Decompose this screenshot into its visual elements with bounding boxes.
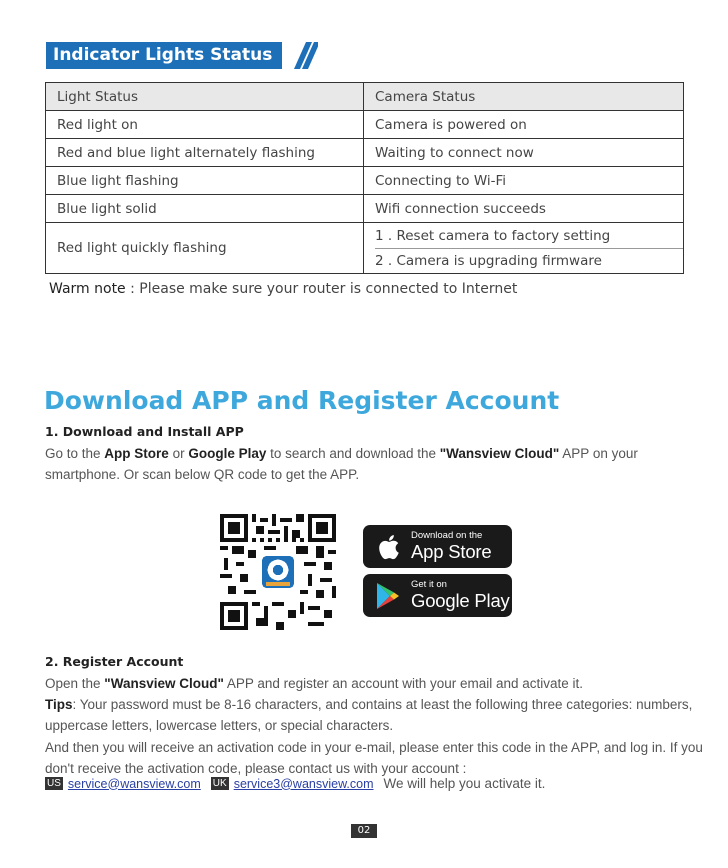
- apple-badge-big: App Store: [411, 540, 492, 562]
- google-play-text: Google Play: [188, 446, 267, 461]
- header-light-status: Light Status: [46, 83, 364, 111]
- section-header: [46, 42, 318, 69]
- table-row: [46, 195, 684, 223]
- text-run: or: [168, 446, 189, 461]
- step2-paragraph: [45, 673, 705, 736]
- camera-cell: Connecting to Wi-Fi: [364, 167, 684, 195]
- light-cell: Red light on: [46, 111, 364, 139]
- table-row: [46, 167, 684, 195]
- camera-line: 2 . Camera is upgrading firmware: [375, 252, 602, 269]
- google-badge-small: Get it on: [411, 578, 447, 590]
- warm-note-label: Warm note: [49, 281, 126, 297]
- step1-paragraph: [45, 443, 695, 485]
- table-row: [46, 111, 684, 139]
- light-cell: Red and blue light alternately flashing: [46, 139, 364, 167]
- camera-cell: Waiting to connect now: [364, 139, 684, 167]
- section-title: Indicator Lights Status: [46, 42, 282, 69]
- text-run: APP and register an account with your email and activate it.: [223, 676, 584, 691]
- app-name-text: "Wansview Cloud": [439, 446, 560, 461]
- contact-line: [45, 776, 545, 791]
- table-header-row: [46, 83, 684, 111]
- step2-title: 2. Register Account: [45, 654, 184, 669]
- us-email-link[interactable]: service@wansview.com: [67, 776, 201, 791]
- uk-flag-badge: UK: [212, 778, 227, 789]
- table-row: [46, 139, 684, 167]
- indicator-table: [45, 82, 684, 274]
- camera-cell: Camera is powered on: [364, 111, 684, 139]
- app-name-text: "Wansview Cloud": [104, 676, 224, 691]
- app-store-text: App Store: [104, 446, 169, 461]
- text-run: APP on your smartphone. Or scan below QR code to get the APP.: [45, 446, 638, 482]
- header-camera-status: Camera Status: [364, 83, 684, 111]
- google-play-icon: [371, 581, 405, 611]
- contact-tail: We will help you activate it.: [383, 776, 546, 791]
- app-store-badge[interactable]: [363, 525, 512, 568]
- light-cell: Blue light flashing: [46, 167, 364, 195]
- google-play-badge[interactable]: [363, 574, 512, 617]
- step1-title: 1. Download and Install APP: [45, 424, 244, 439]
- apple-icon: [371, 532, 405, 562]
- step2-paragraph-2: And then you will receive an activation code in your e-mail, please enter this code in the APP, and log in. If you don't receive the activation code, please contact us with your account :: [45, 740, 703, 776]
- qr-code-icon[interactable]: [220, 514, 336, 630]
- uk-email-link[interactable]: service3@wansview.com: [233, 776, 374, 791]
- google-badge-big: Google Play: [411, 589, 510, 611]
- apple-badge-small: Download on the: [411, 529, 483, 541]
- warm-note-text: : Please make sure your router is connected to Internet: [125, 281, 518, 297]
- light-cell: Red light quickly flashing: [46, 223, 364, 274]
- table-row: [46, 223, 684, 274]
- us-flag-badge: US: [47, 778, 61, 789]
- text-run: to search and download the: [266, 446, 440, 461]
- slash-decoration-icon: [284, 42, 318, 69]
- download-title: Download APP and Register Account: [44, 386, 560, 415]
- tips-label: Tips: [45, 697, 73, 712]
- text-run: Go to the: [45, 446, 105, 461]
- warm-note: [49, 281, 517, 297]
- light-cell: Blue light solid: [46, 195, 364, 223]
- text-run: Open the: [45, 676, 105, 691]
- camera-line: 1 . Reset camera to factory setting: [375, 224, 683, 249]
- camera-cell: [364, 223, 684, 274]
- tips-text: : Your password must be 8-16 characters, and contains at least the following three categories: numbers, uppercase letters, lowercase letters, or special characters.: [45, 697, 693, 733]
- camera-cell: Wifi connection succeeds: [364, 195, 684, 223]
- page-number: 02: [351, 824, 377, 838]
